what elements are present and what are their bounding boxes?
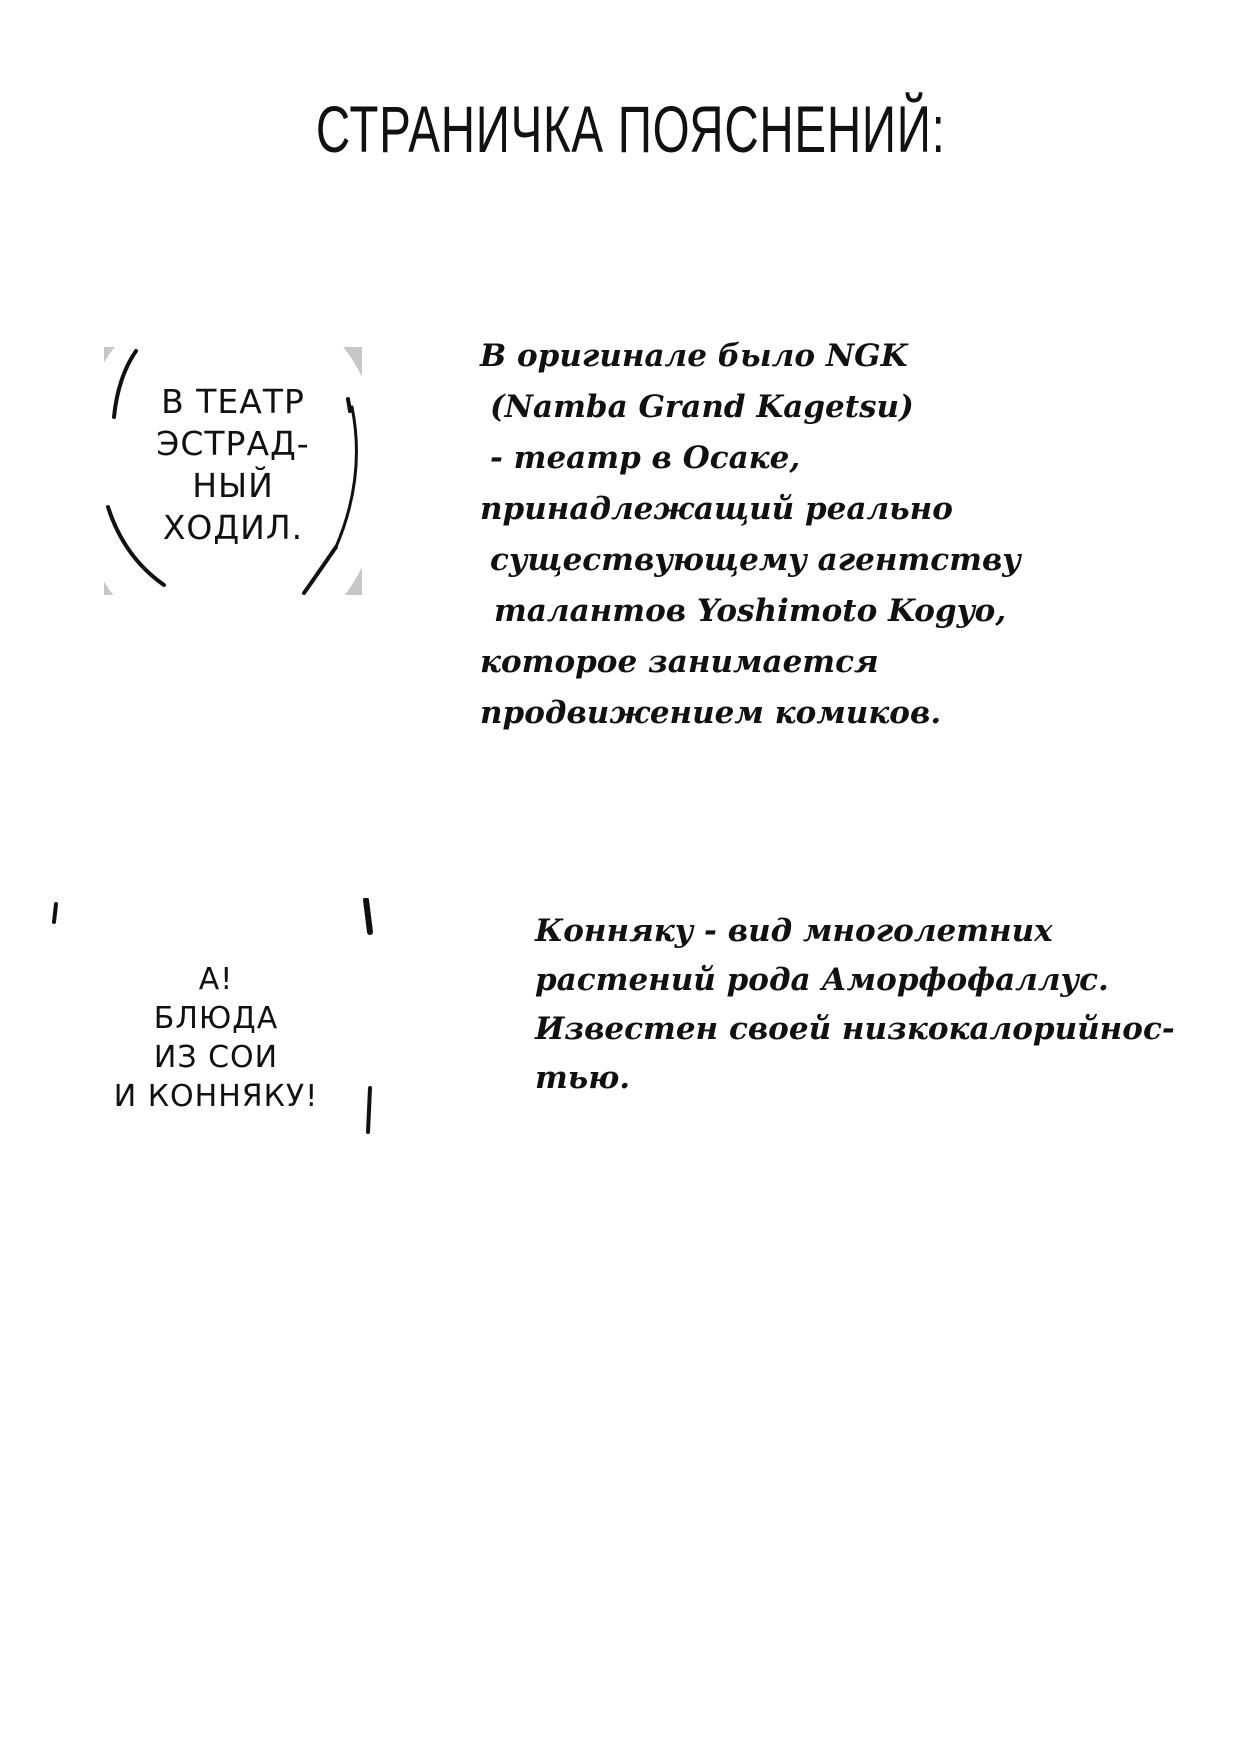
bubble-line: А! (198, 962, 234, 997)
explanation-theater (480, 331, 1021, 739)
bubble-line: БЛЮДА (153, 1001, 279, 1036)
bubble-line: НЫЙ (192, 466, 274, 505)
explanation-line: талантов Yoshimoto Kogyo, (494, 593, 1007, 629)
explanation-line: Конняку - вид многолетних (535, 913, 1053, 949)
explanation-line: существующему агентству (490, 542, 1021, 578)
explanation-line: - театр в Осаке, (490, 440, 801, 476)
explanation-line: растений рода Аморфофаллус. (535, 962, 1109, 998)
explanation-line: которое занимается (480, 644, 879, 680)
explanation-line: тью. (535, 1060, 631, 1096)
bubble-line: ИЗ СОИ (153, 1040, 279, 1075)
explanation-line: принадлежащий реально (480, 491, 953, 527)
manga-bubble-theater (104, 347, 362, 595)
bubble-line: ХОДИЛ. (162, 508, 304, 547)
bubble-line: В ТЕАТР (161, 382, 305, 421)
explanation-line: (Namba Grand Kagetsu) (490, 389, 914, 425)
explanation-line: В оригинале было NGK (480, 338, 908, 374)
explanation-line: продвижением комиков. (480, 695, 942, 731)
explanation-konjac (535, 907, 1175, 1103)
bubble-text (104, 381, 362, 549)
manga-bubble-konjac (52, 898, 380, 1143)
page-title: СТРАНИЧКА ПОЯСНЕНИЙ: (315, 92, 946, 167)
bubble-text (52, 960, 380, 1116)
explanation-line: Известен своей низкокалорийнос- (535, 1011, 1175, 1047)
bubble-line: ЭСТРАД- (156, 424, 310, 463)
bubble-line: И КОННЯКУ! (113, 1079, 319, 1114)
